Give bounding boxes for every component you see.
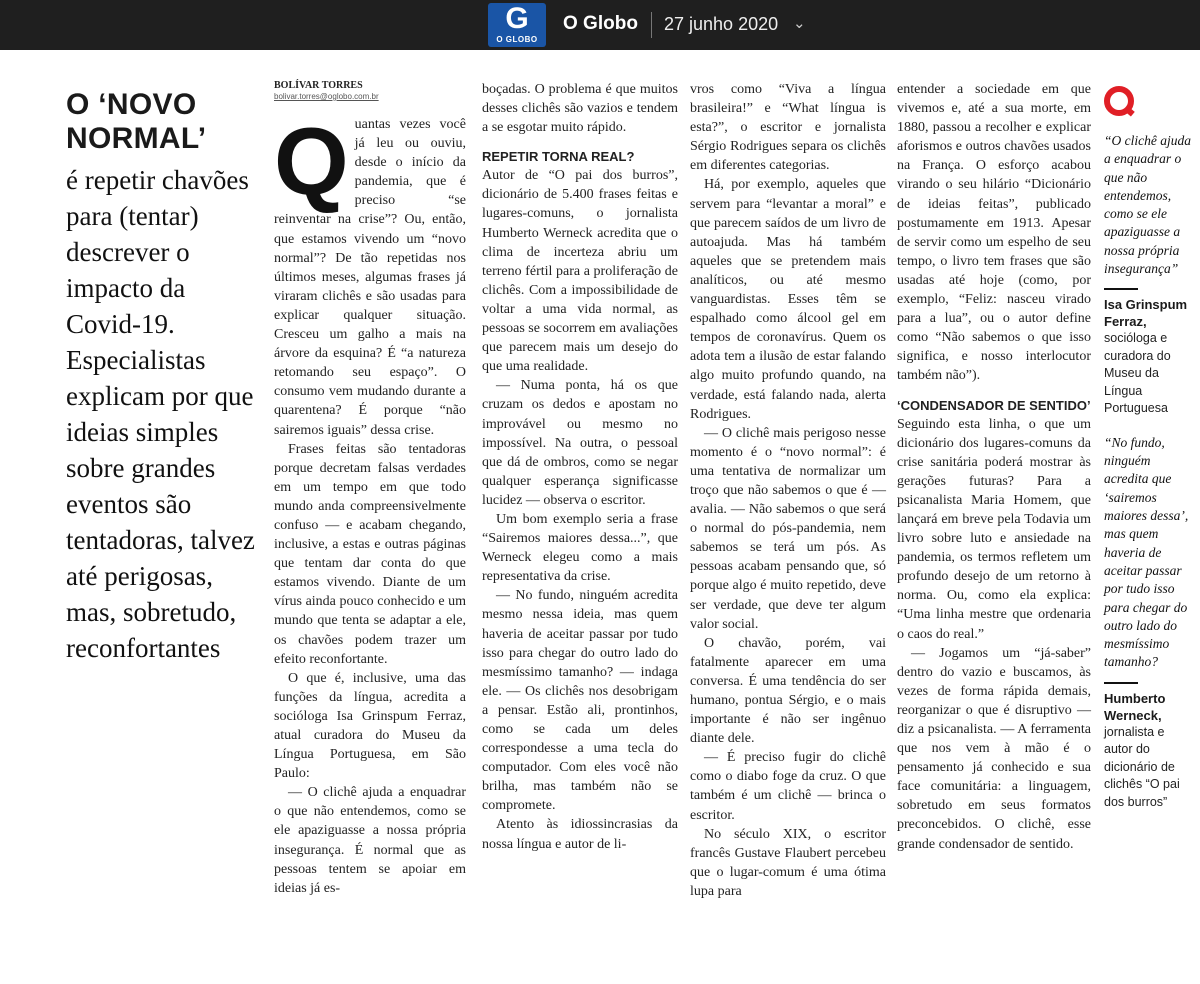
quote-2-source-role: jornalista e autor do dicionário de clichês “O pai dos burros” [1104, 724, 1180, 809]
headline-deck: é repetir chavões para (tentar) descrever o impacto da Covid-19. Especialistas explicam por que ideias simples sobre grandes eventos são tentadoras, talvez até perigosas, mas, sobretudo, reconfortantes [66, 165, 255, 663]
article-column-3 [690, 80, 886, 901]
headline-kicker: O ‘NOVO NORMAL’ [66, 88, 207, 155]
o-globo-logo[interactable] [488, 3, 546, 47]
logo-text: O GLOBO [496, 35, 538, 44]
paragraph: Seguindo esta linha, o que um dicionário dos lugares-comuns da crise sanitária poderá mostrar às gerações futuras? Para a psicanalista Maria Homem, que lançará em breve pela Todavia um livro sobre luto e ansiedade na pandemia, os termos refletem um profundo desejo de um retorno à norma. Ou, como ela explica: “Uma linha mestre que ordenaria o caos do real.” [897, 416, 1091, 642]
quote-mark-icon [1104, 86, 1134, 116]
paragraph: — O clichê ajuda a enquadrar o que não entendemos, como se ele apaziguasse a nossa própria insegurança. É normal que as pessoas tentem se apoiar em ideias já es- [274, 785, 466, 896]
lead-paragraph: Quantas vezes você já leu ou ouviu, desde o início da pandemia, que é preciso “se reinventar na crise”? Ou, então, que estamos vivendo um “novo normal”? De tão repetidas nos últimos meses, algumas frases já viraram clichês e são usadas para explicar qualquer situação. Cresceu um galho a mais na árvore da esquina? É “a natureza retomando seu espaço”. O consumo vem mudando durante a quarentena? É porque “não sairemos iguais” dessa crise. [274, 108, 466, 438]
paragraph: — O clichê mais perigoso nesse momento é o “novo normal”: é uma tentativa de normalizar um troço que não sabemos o que é — avalia. — Não sabemos o que será o normal do pós-pandemia, nem sabemos se terá um pós. As pessoas acabam pensando que, só porque algo é muito repetido, deve ser verdade, que deve ter algum valor social. [690, 425, 886, 632]
pull-quote-2: “No fundo, ninguém acredita que ‘sairemos maiores dessa’, mas quem haveria de aceitar passar por tudo isso para chegar do outro lado do mesmíssimo tamanho? [1104, 434, 1189, 670]
paragraph: Um bom exemplo seria a frase “Sairemos maiores dessa...”, que Werneck elegeu como a mais representativa da crise. [482, 511, 678, 585]
paragraph: Frases feitas são tentadoras porque decretam falsas verdades em um tempo em que todo mundo anda compreensivelmente confuso — e acabam chegando, inclusive, a estas e outras páginas que tentam dar conta do que estamos vivendo. Diante de um vírus ainda pouco conhecido e um mundo que tenta se adaptar a ele, os chavões podem trazer um efeito reconfortante. [274, 441, 466, 667]
divider [651, 12, 652, 38]
subhead-repetir: REPETIR TORNA REAL? [482, 149, 635, 165]
quote-rule [1104, 288, 1138, 290]
sidebar-quotes [1104, 86, 1196, 827]
paragraph-continued: vros como “Viva a língua brasileira!” e “What língua is esta?”, o escritor e jornalista Sérgio Rodrigues separa os clichês em diferentes categorias. [690, 82, 886, 174]
paragraph-continued: boçadas. O problema é que muitos desses clichês são vazios e tendem a se esgotar muito rápido. [482, 82, 678, 136]
edition-date[interactable]: 27 junho 2020 [664, 14, 779, 34]
top-bar [0, 0, 1200, 50]
paragraph: Atento às idiossincrasias da nossa língua e autor de li- [482, 817, 678, 852]
paragraph: — Numa ponta, há os que cruzam os dedos e apostam no improvável ou mesmo no impossível. Na outra, o pessoal que dá de ombros, como se negar qualquer esperança significasse lucidez — observa o escritor. [482, 378, 678, 508]
author-byline: BOLÍVAR TORRES [274, 80, 363, 91]
article-column-1 [274, 80, 466, 898]
paragraph: Há, por exemplo, aqueles que servem para “levantar a moral” e que parecem saídos de um livro de autoajuda. Mas há também aqueles que se pretendem mais analíticos, ou até mesmo vanguardistas. Esses têm se espalhado como álcool gel em tempos de coronavírus. Quem os adota tem a ilusão de estar falando algo muito profundo quando, na verdade, está falando nada, alerta Rodrigues. [690, 177, 886, 422]
drop-cap: Q [274, 108, 349, 215]
publication-name: O Globo [563, 13, 638, 34]
quote-1-source-name: Isa Grinspum Ferraz, [1104, 297, 1188, 330]
logo-letter: G [505, 2, 529, 35]
pull-quote-1: “O clichê ajuda a enquadrar o que não entendemos, como se ele apaziguasse a nossa própria insegurança” [1104, 133, 1191, 277]
quote-1-source-role: socióloga e curadora do Museu da Língua Portuguesa [1104, 331, 1171, 416]
paragraph: No século XIX, o escritor francês Gustave Flaubert percebeu que o lugar-comum é uma ótima lupa para [690, 826, 886, 899]
quote-2-source-name: Humberto Werneck, [1104, 690, 1166, 723]
article-column-2 [482, 80, 678, 854]
paragraph: — No fundo, ninguém acredita mesmo nessa ideia, mas quem haveria de aceitar passar por tudo isso para chegar do outro lado do mesmíssimo tamanho? — indaga ele. — Os clichês nos desobrigam a pensar. Estão ali, prontinhos, como se cada um deles correspondesse a uma tecla do computador. Com eles você não brilha, mas também não se compromete. [482, 588, 678, 814]
paragraph: — Jogamos um “já-saber” dentro do vazio e buscamos, às vezes de forma rápida demais, reorganizar o que é disruptivo — diz a psicanalista. — A ferramenta que nos vem à mão é o pensamento já conhecido e sua face comunitária: a linguagem, sobretudo em seus formatos preconcebidos. O clichê, esse grande condensador de sentido. [897, 645, 1091, 852]
paragraph: O chavão, porém, vai fatalmente aparecer em uma conversa. É uma tendência do ser humano, pontua Sérgio, e o mais importante é não ser ingênuo diante dele. [690, 635, 886, 747]
subhead-condensador: ‘CONDENSADOR DE SENTIDO’ [897, 397, 1091, 413]
paragraph: — É preciso fugir do clichê como o diabo foge da cruz. O que também é um clichê — brinca o escritor. [690, 750, 886, 823]
chevron-down-icon[interactable]: ⌄ [793, 14, 806, 32]
article-column-4 [897, 80, 1091, 854]
paragraph: O que é, inclusive, uma das funções da língua, acredita a socióloga Isa Grinspum Ferraz, atual curadora do Museu da Língua Portuguesa, em São Paulo: [274, 670, 466, 782]
paragraph-continued: entender a sociedade em que vivemos e, até a sua morte, em 1880, passou a recolher e explicar aforismos e outros chavões usados na França. O esforço acabou virando o seu hilário “Dicionário de ideias feitas”, publicado postumamente em 1913. Apesar de servir como um espelho de seu tempo, o livro tem frases que são usadas até hoje (como, por exemplo, “Feliz: nasceu virado para a lua”, ou o autor define como “Não sabemos o que isso significa, e nosso interlocutor também não”). [897, 82, 1091, 384]
author-email[interactable]: bolivar.torres@oglobo.com.br [274, 92, 379, 101]
paragraph: Autor de “O pai dos burros”, dicionário de 5.400 frases feitas e lugares-comuns, o jornalista Humberto Werneck acredita que o clima de incerteza abriu um terreno fértil para a proliferação de clichês. Com a impossibilidade de voltar a uma vida normal, as pessoas se socorrem em avaliações que parecem mais um desejo do que uma realidade. [482, 168, 678, 375]
quote-rule [1104, 682, 1138, 684]
headline-block [66, 88, 266, 666]
